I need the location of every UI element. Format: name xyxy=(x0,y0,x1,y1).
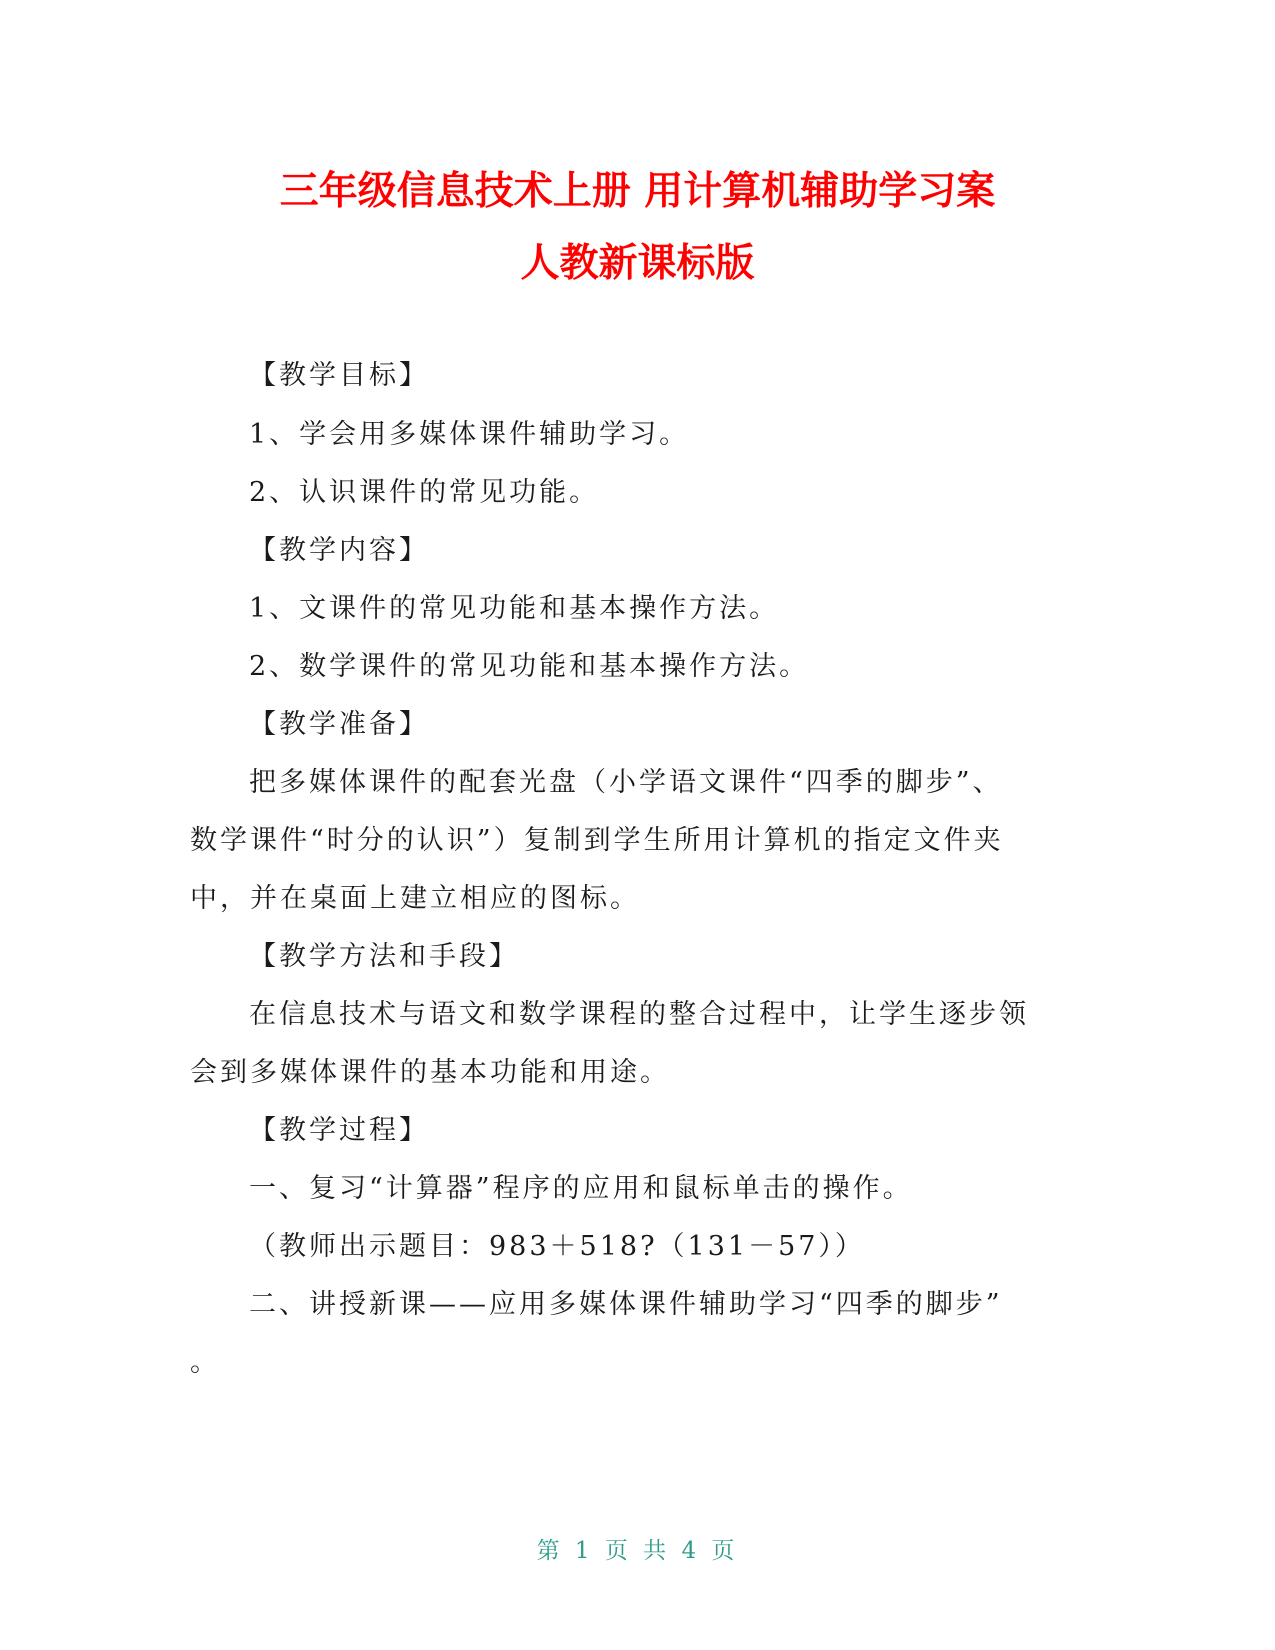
section-heading-process: 【教学过程】 xyxy=(249,1115,429,1146)
paragraph-continuation: 中，并在桌面上建立相应的图标。 xyxy=(190,883,640,914)
paragraph: 2、数学课件的常见功能和基本操作方法。 xyxy=(249,651,810,682)
paragraph-continuation: 。 xyxy=(190,1347,220,1378)
section-heading-content: 【教学内容】 xyxy=(249,535,429,566)
section-heading-goals: 【教学目标】 xyxy=(249,360,429,391)
paragraph: （教师出示题目：983＋518?（131－57）） xyxy=(249,1231,865,1262)
paragraph: 1、学会用多媒体课件辅助学习。 xyxy=(249,419,690,450)
page-footer: 第 1 页 共 4 页 xyxy=(536,1538,739,1564)
paragraph-continuation: 会到多媒体课件的基本功能和用途。 xyxy=(190,1057,670,1088)
paragraph: 2、认识课件的常见功能。 xyxy=(249,477,600,508)
document-title-line1: 三年级信息技术上册 用计算机辅助学习案 xyxy=(279,169,996,214)
document-title-line2: 人教新课标版 xyxy=(520,241,755,286)
section-heading-methods: 【教学方法和手段】 xyxy=(249,941,519,972)
paragraph: 1、文课件的常见功能和基本操作方法。 xyxy=(249,593,780,624)
paragraph: 在信息技术与语文和数学课程的整合过程中，让学生逐步领 xyxy=(249,999,1029,1030)
section-heading-preparation: 【教学准备】 xyxy=(249,709,429,740)
paragraph: 一、复习“计算器”程序的应用和鼠标单击的操作。 xyxy=(249,1173,913,1204)
paragraph: 二、讲授新课——应用多媒体课件辅助学习“四季的脚步” xyxy=(249,1289,1003,1320)
paragraph: 把多媒体课件的配套光盘（小学语文课件“四季的脚步”、 xyxy=(249,767,1003,798)
paragraph-continuation: 数学课件“时分的认识”）复制到学生所用计算机的指定文件夹 xyxy=(190,825,1004,856)
